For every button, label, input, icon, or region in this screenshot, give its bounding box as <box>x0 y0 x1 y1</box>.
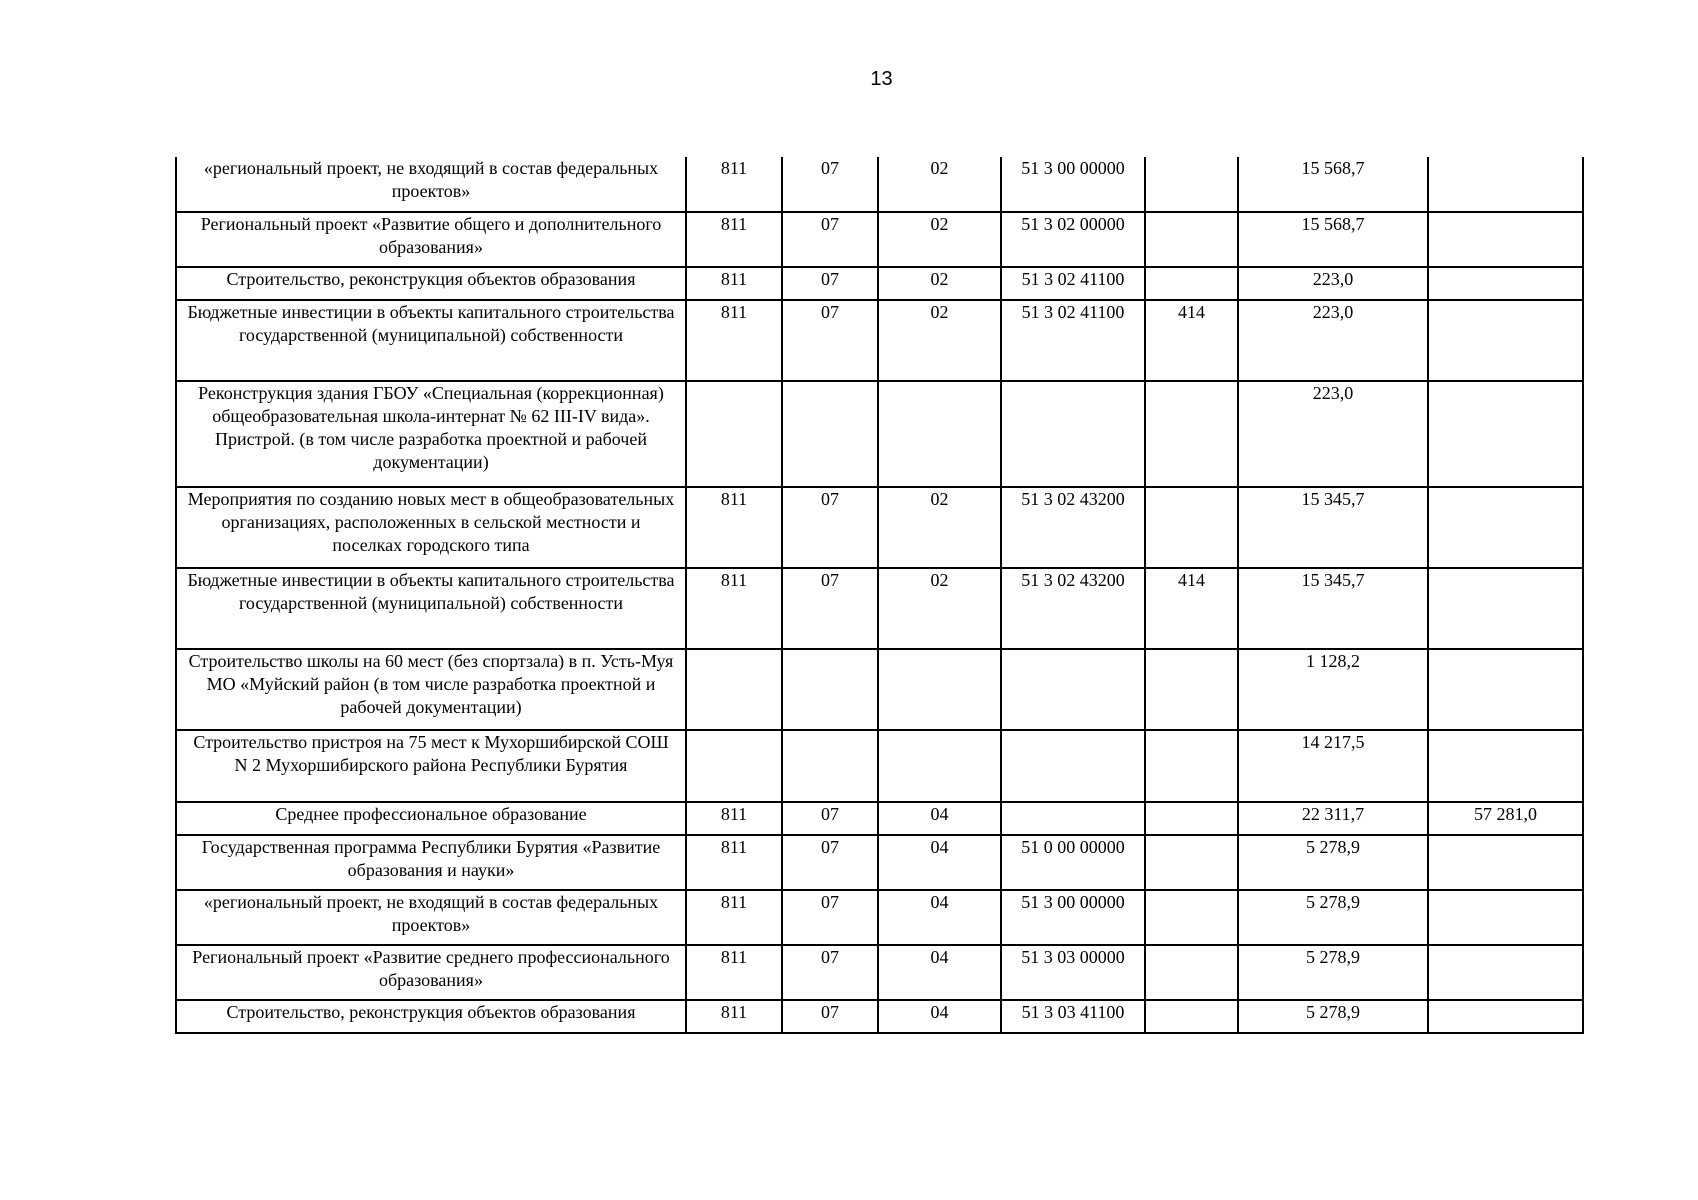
row-target-article <box>1001 649 1145 730</box>
table-row <box>176 487 1583 568</box>
row-target-article: 51 3 00 00000 <box>1001 890 1145 945</box>
row-description: Региональный проект «Развитие общего и дополнительного образования» <box>176 212 686 267</box>
row-section: 07 <box>782 157 878 212</box>
table-row <box>176 381 1583 487</box>
row-expense-type <box>1145 157 1238 212</box>
row-amount: 15 568,7 <box>1238 212 1428 267</box>
row-subsection: 02 <box>878 568 1001 649</box>
row-expense-type <box>1145 802 1238 835</box>
row-target-article <box>1001 381 1145 487</box>
row-amount-2 <box>1428 300 1583 381</box>
row-section: 07 <box>782 487 878 568</box>
row-ministry-code: 811 <box>686 487 782 568</box>
row-target-article: 51 3 02 00000 <box>1001 212 1145 267</box>
row-target-article <box>1001 802 1145 835</box>
row-expense-type <box>1145 267 1238 300</box>
row-amount-2 <box>1428 730 1583 802</box>
row-subsection: 04 <box>878 835 1001 890</box>
row-expense-type <box>1145 835 1238 890</box>
row-amount: 5 278,9 <box>1238 890 1428 945</box>
page-number: 13 <box>870 68 893 90</box>
table-row <box>176 212 1583 267</box>
row-amount-2 <box>1428 487 1583 568</box>
row-ministry-code: 811 <box>686 300 782 381</box>
row-section: 07 <box>782 945 878 1000</box>
row-description: Мероприятия по созданию новых мест в общеобразовательных организациях, расположенных в сельской местности и поселках городского типа <box>176 487 686 568</box>
row-amount-2 <box>1428 267 1583 300</box>
row-section: 07 <box>782 890 878 945</box>
row-expense-type <box>1145 212 1238 267</box>
row-amount-2 <box>1428 381 1583 487</box>
table-row <box>176 649 1583 730</box>
row-subsection: 02 <box>878 212 1001 267</box>
row-subsection: 02 <box>878 157 1001 212</box>
row-amount: 14 217,5 <box>1238 730 1428 802</box>
row-expense-type <box>1145 1000 1238 1033</box>
row-amount-2 <box>1428 212 1583 267</box>
row-ministry-code <box>686 381 782 487</box>
table-body <box>176 157 1583 1033</box>
table-row <box>176 802 1583 835</box>
row-section: 07 <box>782 1000 878 1033</box>
row-expense-type <box>1145 890 1238 945</box>
row-target-article: 51 0 00 00000 <box>1001 835 1145 890</box>
row-amount: 223,0 <box>1238 381 1428 487</box>
table-row <box>176 730 1583 802</box>
row-amount-2 <box>1428 568 1583 649</box>
row-subsection: 04 <box>878 945 1001 1000</box>
row-description: Бюджетные инвестиции в объекты капитального строительства государственной (муниципальной) собственности <box>176 300 686 381</box>
row-target-article: 51 3 02 41100 <box>1001 300 1145 381</box>
table-row <box>176 157 1583 212</box>
row-section: 07 <box>782 212 878 267</box>
table-row <box>176 945 1583 1000</box>
row-ministry-code: 811 <box>686 802 782 835</box>
row-subsection: 04 <box>878 1000 1001 1033</box>
table-row <box>176 300 1583 381</box>
row-amount-2 <box>1428 835 1583 890</box>
row-expense-type: 414 <box>1145 568 1238 649</box>
row-target-article: 51 3 03 00000 <box>1001 945 1145 1000</box>
row-subsection <box>878 730 1001 802</box>
row-subsection: 02 <box>878 267 1001 300</box>
row-target-article: 51 3 03 41100 <box>1001 1000 1145 1033</box>
row-target-article: 51 3 02 43200 <box>1001 487 1145 568</box>
row-description: Строительство пристроя на 75 мест к Мухоршибирской СОШ N 2 Мухоршибирского района Республики Бурятия <box>176 730 686 802</box>
row-ministry-code: 811 <box>686 890 782 945</box>
row-amount: 15 568,7 <box>1238 157 1428 212</box>
row-description: Строительство, реконструкция объектов образования <box>176 1000 686 1033</box>
row-section: 07 <box>782 568 878 649</box>
row-section: 07 <box>782 835 878 890</box>
budget-table <box>175 157 1584 1034</box>
row-ministry-code: 811 <box>686 267 782 300</box>
row-subsection: 04 <box>878 802 1001 835</box>
row-description: Среднее профессиональное образование <box>176 802 686 835</box>
row-section <box>782 381 878 487</box>
row-expense-type: 414 <box>1145 300 1238 381</box>
row-ministry-code: 811 <box>686 835 782 890</box>
row-description: Бюджетные инвестиции в объекты капитального строительства государственной (муниципальной) собственности <box>176 568 686 649</box>
row-target-article: 51 3 00 00000 <box>1001 157 1145 212</box>
row-expense-type <box>1145 649 1238 730</box>
row-amount: 223,0 <box>1238 300 1428 381</box>
row-description: «региональный проект, не входящий в состав федеральных проектов» <box>176 890 686 945</box>
row-target-article: 51 3 02 43200 <box>1001 568 1145 649</box>
row-subsection <box>878 381 1001 487</box>
table-row <box>176 1000 1583 1033</box>
row-subsection: 04 <box>878 890 1001 945</box>
row-ministry-code: 811 <box>686 1000 782 1033</box>
row-amount-2: 57 281,0 <box>1428 802 1583 835</box>
row-description: Региональный проект «Развитие среднего профессионального образования» <box>176 945 686 1000</box>
row-target-article <box>1001 730 1145 802</box>
row-description: Государственная программа Республики Бурятия «Развитие образования и науки» <box>176 835 686 890</box>
row-ministry-code: 811 <box>686 157 782 212</box>
row-expense-type <box>1145 730 1238 802</box>
row-ministry-code <box>686 649 782 730</box>
row-amount: 5 278,9 <box>1238 1000 1428 1033</box>
row-description: Строительство школы на 60 мест (без спортзала) в п. Усть-Муя МО «Муйский район (в том числе разработка проектной и рабочей документации) <box>176 649 686 730</box>
row-ministry-code: 811 <box>686 945 782 1000</box>
row-section: 07 <box>782 300 878 381</box>
row-expense-type <box>1145 945 1238 1000</box>
row-amount: 5 278,9 <box>1238 835 1428 890</box>
row-description: Строительство, реконструкция объектов образования <box>176 267 686 300</box>
row-section: 07 <box>782 802 878 835</box>
row-amount: 15 345,7 <box>1238 487 1428 568</box>
row-amount: 223,0 <box>1238 267 1428 300</box>
row-amount-2 <box>1428 649 1583 730</box>
row-ministry-code: 811 <box>686 212 782 267</box>
row-amount: 15 345,7 <box>1238 568 1428 649</box>
row-ministry-code <box>686 730 782 802</box>
row-subsection: 02 <box>878 487 1001 568</box>
row-ministry-code: 811 <box>686 568 782 649</box>
row-amount-2 <box>1428 945 1583 1000</box>
row-amount: 1 128,2 <box>1238 649 1428 730</box>
row-amount: 22 311,7 <box>1238 802 1428 835</box>
row-target-article: 51 3 02 41100 <box>1001 267 1145 300</box>
table-row <box>176 267 1583 300</box>
row-amount-2 <box>1428 157 1583 212</box>
row-section: 07 <box>782 267 878 300</box>
row-section <box>782 730 878 802</box>
row-amount-2 <box>1428 890 1583 945</box>
table-row <box>176 890 1583 945</box>
row-expense-type <box>1145 381 1238 487</box>
row-subsection <box>878 649 1001 730</box>
row-amount-2 <box>1428 1000 1583 1033</box>
table-row <box>176 568 1583 649</box>
row-section <box>782 649 878 730</box>
row-subsection: 02 <box>878 300 1001 381</box>
row-description: «региональный проект, не входящий в состав федеральных проектов» <box>176 157 686 212</box>
row-amount: 5 278,9 <box>1238 945 1428 1000</box>
table-row <box>176 835 1583 890</box>
row-expense-type <box>1145 487 1238 568</box>
row-description: Реконструкция здания ГБОУ «Специальная (коррекционная) общеобразовательная школа-интернат № 62 III-IV вида». Пристрой. (в том числе разработка проектной и рабочей документации) <box>176 381 686 487</box>
